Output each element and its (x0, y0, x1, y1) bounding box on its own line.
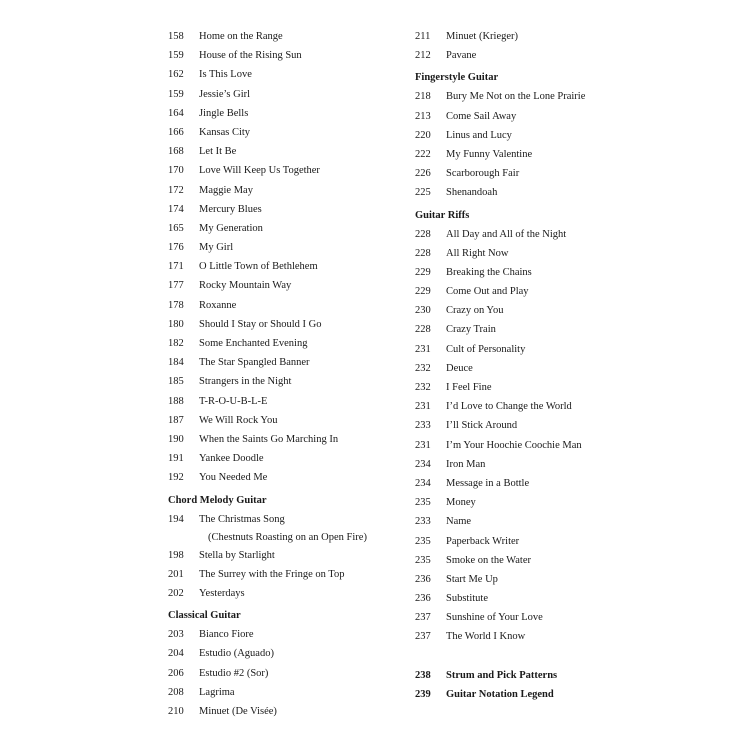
song-title: O Little Town of Bethlehem (199, 261, 318, 273)
page-number: 228 (415, 247, 431, 259)
page-number: 220 (415, 129, 431, 141)
song-title: The Star Spangled Banner (199, 357, 310, 369)
toc-entry[interactable] (168, 702, 398, 721)
song-title: The Surrey with the Fringe on Top (199, 568, 345, 580)
song-title: Come Out and Play (446, 286, 529, 298)
toc-entry[interactable] (168, 315, 398, 334)
page-number: 231 (415, 343, 431, 355)
toc-entry[interactable] (415, 107, 615, 126)
toc-group-classical-continued (415, 27, 615, 65)
page-number: 165 (168, 222, 184, 234)
page-number: 213 (415, 110, 431, 122)
toc-entry[interactable] (168, 27, 398, 46)
page-number: 233 (415, 516, 431, 528)
toc-entry[interactable] (168, 664, 398, 683)
page-number: 238 (415, 669, 431, 681)
toc-entry[interactable] (415, 608, 615, 627)
page-number: 170 (168, 165, 184, 177)
song-title: Yesterdays (199, 588, 245, 600)
toc-entry[interactable] (415, 436, 615, 455)
section-heading: Chord Melody Guitar (168, 494, 267, 506)
toc-entry[interactable] (415, 666, 615, 685)
song-title: My Funny Valentine (446, 148, 533, 160)
appendix-title: Strum and Pick Patterns (446, 669, 558, 681)
page-number: 235 (415, 554, 431, 566)
toc-entry[interactable] (415, 570, 615, 589)
toc-entry[interactable] (415, 183, 615, 202)
toc-group-songs (168, 27, 398, 488)
page-number: 201 (168, 568, 184, 580)
page-number: 232 (415, 362, 431, 374)
spacer (415, 647, 615, 666)
toc-entry[interactable] (168, 334, 398, 353)
page-number: 235 (415, 535, 431, 547)
song-title: The Christmas Song (199, 513, 285, 525)
page-number: 162 (168, 69, 184, 81)
toc-section-appendix (415, 666, 615, 704)
page-number: 222 (415, 148, 431, 160)
toc-entry[interactable] (415, 589, 615, 608)
song-title: Mercury Blues (199, 203, 262, 215)
toc-entry[interactable] (168, 161, 398, 180)
page-number: 208 (168, 686, 184, 698)
page-number: 226 (415, 168, 431, 180)
page-number: 187 (168, 414, 184, 426)
toc-entry[interactable] (168, 430, 398, 449)
song-title: We Will Rock You (199, 414, 278, 426)
page-number: 237 (415, 612, 431, 624)
toc-entry[interactable] (415, 493, 615, 512)
song-title: Lagrima (199, 686, 235, 698)
song-title: Maggie May (199, 184, 253, 196)
song-title: Crazy on You (446, 305, 504, 317)
page-number: 236 (415, 573, 431, 585)
page-number: 229 (415, 286, 431, 298)
page-number: 178 (168, 299, 184, 311)
page-number: 225 (415, 187, 431, 199)
song-title: Minuet (Krieger) (446, 31, 519, 42)
toc-entry[interactable] (168, 392, 398, 411)
song-title: Let It Be (199, 146, 237, 158)
song-title: Jessie’s Girl (199, 88, 251, 100)
toc-entry[interactable] (415, 551, 615, 570)
toc-entry[interactable] (415, 455, 615, 474)
toc-entry[interactable] (168, 257, 398, 276)
toc-entry[interactable] (168, 296, 398, 315)
song-title: Message in a Bottle (446, 477, 530, 489)
toc-entry[interactable] (168, 584, 398, 603)
toc-entry[interactable] (415, 46, 615, 65)
song-title: Crazy Train (446, 324, 496, 336)
toc-entry[interactable] (415, 225, 615, 244)
page-number: 203 (168, 629, 184, 641)
song-title: Name (446, 516, 472, 528)
page-number: 166 (168, 126, 184, 138)
toc-entry[interactable] (168, 565, 398, 584)
song-title: My Generation (199, 222, 263, 234)
page-number: 218 (415, 91, 431, 103)
page-number: 228 (415, 324, 431, 336)
toc-entry[interactable] (415, 512, 615, 531)
page-number: 239 (415, 688, 431, 700)
toc-entry[interactable] (415, 685, 615, 704)
song-title: All Day and All of the Night (446, 228, 567, 240)
song-title: House of the Rising Sun (199, 50, 302, 62)
toc-section-guitar-riffs (415, 203, 615, 647)
toc-left-column (168, 27, 398, 721)
toc-entry[interactable] (415, 301, 615, 320)
song-title: You Needed Me (199, 472, 268, 484)
song-title: Stella by Starlight (199, 549, 275, 561)
song-title: Money (446, 497, 476, 509)
toc-entry[interactable] (415, 320, 615, 339)
toc-entry[interactable] (168, 372, 398, 391)
page-number: 204 (168, 648, 184, 660)
toc-entry[interactable] (415, 340, 615, 359)
toc-section-chord-melody (168, 488, 398, 604)
toc-entry[interactable] (168, 276, 398, 295)
toc-entry[interactable] (168, 219, 398, 238)
song-title: Yankee Doodle (199, 453, 264, 465)
page-number: 233 (415, 420, 431, 432)
song-title: Breaking the Chains (446, 266, 532, 278)
toc-entry[interactable] (168, 142, 398, 161)
page-number: 176 (168, 242, 184, 254)
page-number: 184 (168, 357, 184, 369)
toc-entry[interactable] (168, 123, 398, 142)
toc-entry[interactable] (415, 263, 615, 282)
song-title: Love Will Keep Us Together (199, 165, 320, 177)
toc-entry[interactable] (415, 27, 615, 46)
toc-entry[interactable] (168, 65, 398, 84)
song-title: My Girl (199, 242, 234, 254)
toc-entry[interactable] (168, 411, 398, 430)
song-title: Rocky Mountain Way (199, 280, 292, 292)
page-number: 202 (168, 588, 184, 600)
toc-entry[interactable] (168, 181, 398, 200)
toc-entry[interactable] (415, 126, 615, 145)
song-title: Paperback Writer (446, 535, 520, 547)
song-title: I’ll Stick Around (446, 420, 518, 432)
page-number: 180 (168, 318, 184, 330)
page-number: 237 (415, 631, 431, 643)
page-number: 191 (168, 453, 184, 465)
song-title: The World I Know (446, 631, 526, 643)
toc-entry[interactable] (168, 449, 398, 468)
page-number: 190 (168, 433, 184, 445)
toc-entry[interactable] (168, 238, 398, 257)
song-title: Jingle Bells (199, 107, 249, 119)
song-title: Minuet (De Visée) (199, 706, 277, 717)
song-title: Linus and Lucy (446, 129, 512, 141)
toc-entry[interactable] (415, 359, 615, 378)
toc-entry[interactable] (168, 104, 398, 123)
toc-entry[interactable] (415, 474, 615, 493)
toc-right-column (415, 27, 615, 704)
section-heading: Classical Guitar (168, 610, 241, 622)
page-number: 171 (168, 261, 184, 273)
page-number: 192 (168, 472, 184, 484)
toc-entry[interactable] (168, 625, 398, 644)
page-number: 231 (415, 439, 431, 451)
song-title: Should I Stay or Should I Go (199, 318, 322, 330)
song-title: Some Enchanted Evening (199, 338, 308, 349)
page-number: 198 (168, 549, 184, 561)
page-number: 177 (168, 280, 184, 292)
page-number: 231 (415, 401, 431, 413)
page-number: 182 (168, 338, 184, 349)
song-title: T-R-O-U-B-L-E (199, 395, 268, 407)
page-number: 232 (415, 382, 431, 393)
song-title: Pavane (446, 50, 477, 62)
song-title: Bianco Fiore (199, 629, 254, 641)
page-number: 159 (168, 50, 184, 62)
toc-entry[interactable] (168, 468, 398, 487)
page-number: 228 (415, 228, 431, 240)
section-heading: Fingerstyle Guitar (415, 72, 499, 84)
toc-section-fingerstyle (415, 65, 615, 202)
song-title-continuation: (Chestnuts Roasting on an Open Fire) (208, 531, 367, 543)
song-title: Cult of Personality (446, 343, 526, 355)
song-title: Iron Man (446, 458, 486, 470)
toc-entry[interactable] (415, 145, 615, 164)
page-number: 229 (415, 266, 431, 278)
page-number: 185 (168, 376, 184, 388)
page-number: 212 (415, 50, 431, 62)
song-title: Come Sail Away (446, 110, 517, 122)
song-title: Substitute (446, 593, 489, 605)
toc-entry[interactable] (415, 87, 615, 106)
page-number: 234 (415, 477, 431, 489)
song-title: Estudio (Aguado) (199, 648, 274, 660)
toc-entry[interactable] (415, 416, 615, 435)
toc-entry[interactable] (168, 46, 398, 65)
toc-entry[interactable] (415, 397, 615, 416)
toc-entry[interactable] (168, 200, 398, 219)
song-title: Is This Love (199, 69, 252, 81)
toc-entry[interactable] (168, 85, 398, 104)
song-title: I’m Your Hoochie Coochie Man (446, 439, 582, 451)
page-number: 174 (168, 203, 184, 215)
page-number: 210 (168, 706, 184, 717)
page-number: 159 (168, 88, 184, 100)
page-number: 230 (415, 305, 431, 317)
appendix-title: Guitar Notation Legend (446, 688, 554, 700)
toc-section-classical (168, 603, 398, 721)
toc-entry[interactable] (415, 164, 615, 183)
song-title: I’d Love to Change the World (446, 401, 572, 413)
toc-entry[interactable] (415, 282, 615, 301)
song-title: Bury Me Not on the Lone Prairie (446, 91, 586, 103)
song-title: Start Me Up (446, 573, 498, 585)
page-number: 206 (168, 667, 184, 679)
page-number: 188 (168, 395, 184, 407)
toc-entry[interactable] (168, 644, 398, 663)
song-title: Home on the Range (199, 31, 283, 42)
page-number: 234 (415, 458, 431, 470)
toc-entry[interactable] (168, 683, 398, 702)
page-number: 172 (168, 184, 184, 196)
toc-entry[interactable] (415, 532, 615, 551)
song-title: Smoke on the Water (446, 554, 531, 566)
section-heading: Guitar Riffs (415, 209, 470, 221)
toc-entry[interactable] (168, 510, 398, 529)
toc-entry[interactable] (415, 244, 615, 263)
song-title: I Feel Fine (446, 382, 492, 393)
song-title: Deuce (446, 362, 473, 374)
song-title: Shenandoah (446, 187, 498, 199)
song-title: Roxanne (199, 299, 237, 311)
song-title: Strangers in the Night (199, 376, 292, 388)
song-title: Sunshine of Your Love (446, 612, 543, 624)
song-title: When the Saints Go Marching In (199, 433, 339, 445)
song-title: Estudio #2 (Sor) (199, 667, 269, 679)
page-number: 235 (415, 497, 431, 509)
page-number: 164 (168, 107, 184, 119)
toc-entry[interactable] (415, 378, 615, 397)
song-title: All Right Now (446, 247, 509, 259)
page-number: 168 (168, 146, 184, 158)
toc-entry[interactable] (168, 353, 398, 372)
page-number: 211 (415, 31, 431, 42)
page-number: 194 (168, 513, 184, 525)
song-title: Kansas City (199, 126, 251, 138)
page-number: 236 (415, 593, 431, 605)
page-number: 158 (168, 31, 184, 42)
toc-entry[interactable] (415, 627, 615, 646)
toc-entry[interactable] (168, 546, 398, 565)
song-title: Scarborough Fair (446, 168, 520, 180)
